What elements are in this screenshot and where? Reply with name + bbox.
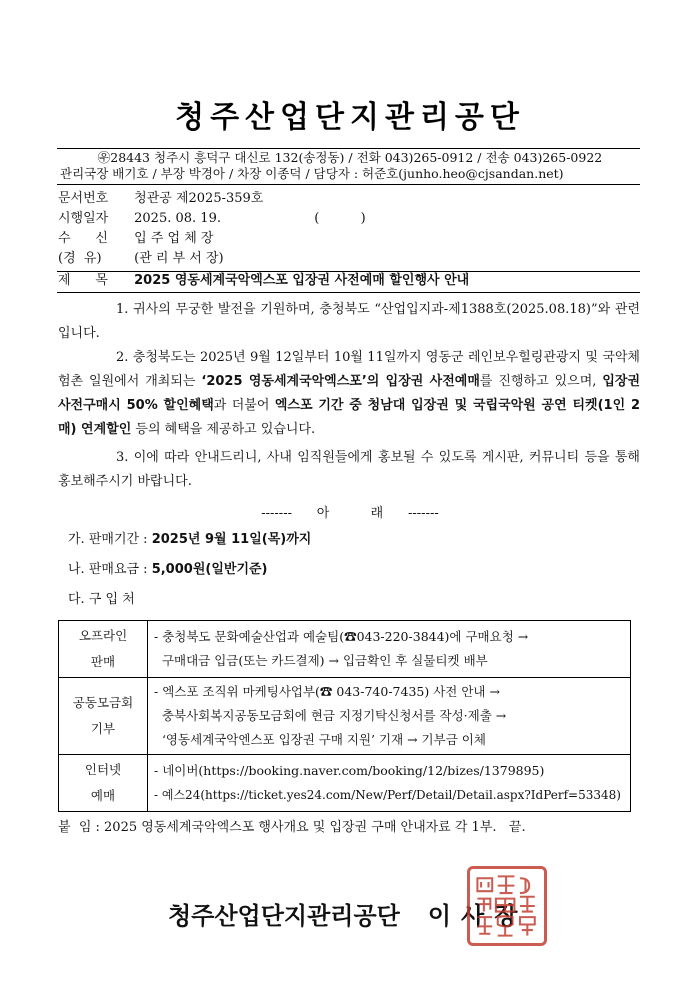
recipient-label: 수 신 [58, 231, 108, 246]
paragraph-2: 2. 충청북도는 2025년 9월 12일부터 10월 11일까지 영동군 레인보우힐링관광지 및 국악체험촌 일원에서 개최되는 ‘2025 영동세계국악엑스포’의 입장권 사전예매를 진행하고 있으며, 입장권 사전구매시 50% 할인혜택과 더불어 엑스포 기간 중 청남대 입장권 및 국립국악원 공연 티켓(1인 2매) 연계할인 등의 혜택을 제공하고 있습니다. [58, 350, 641, 437]
table-row [59, 621, 631, 678]
naver-link-text: - 네이버(https://booking.naver.com/booking/12/bizes/1379895) [154, 763, 545, 778]
signature-org: 청주산업단지관리공단 [168, 902, 400, 930]
recipient: 입 주 업 체 장 [134, 231, 214, 246]
doc-number: 청관공 제2025-359호 [134, 191, 264, 206]
issue-date: 2025. 08. 19. [134, 211, 221, 226]
doc-number-label: 문서번호 [58, 191, 109, 206]
subject-row [58, 272, 469, 290]
row-label: 오프라인 판매 [59, 621, 148, 678]
recipient-row [58, 230, 213, 248]
header-bottom-rule [57, 184, 640, 185]
seal-pattern [470, 869, 544, 943]
paragraph-3: 3. 이에 따라 안내드리니, 사내 임직원들에게 홍보될 수 있도록 게시판, 커뮤니티 등을 통해 홍보해주시기 바랍니다. [58, 450, 640, 489]
org-title: 청주산업단지관리공단 [175, 100, 525, 135]
attachment-note: 붙 임 : 2025 영동세계국악엑스포 행사개요 및 입장권 구매 안내자료 각 1부. 끝. [58, 820, 526, 835]
date-label: 시행일자 [58, 211, 109, 226]
row-content [148, 755, 631, 812]
header-top-rule [57, 148, 640, 149]
section-divider: ------- 아 래 ------- [261, 506, 439, 521]
subject-bottom-rule [57, 292, 640, 293]
signature-title: 이사장 [427, 902, 528, 930]
paragraph-1: 1. 귀사의 무궁한 발전을 기원하며, 충청북도 “산업입지과-제1388호(2025.08.18)”와 관련입니다. [58, 302, 640, 341]
sales-price: 나. 판매요금 : 5,000원(일반기준) [68, 562, 268, 577]
via-row [58, 250, 224, 268]
doc-number-row [58, 190, 263, 208]
sales-period: 가. 판매기간 : 2025년 9월 11일(목)까지 [68, 532, 312, 547]
address-line: ㉾28443 청주시 흥덕구 대신로 132(송정동) / 전화 043)265-0912 / 전송 043)265-0922 [97, 150, 603, 165]
subject: 2025 영동세계국악엑스포 입장권 사전예매 할인행사 안내 [134, 273, 470, 288]
table-row [59, 678, 631, 755]
official-seal-icon [467, 866, 547, 946]
row-content: - 엑스포 조직위 마케팅사업부(☎ 043-740-7435) 사전 안내 → 충북사회복지공동모금회에 현금 지정기탁신청서를 작성·제출 → ‘영동세계국악엔스포 입장권 구매 지원’ 기재 → 기부금 이체 [148, 678, 631, 755]
row-content: - 충청북도 문화예술산업과 예술팀(☎043-220-3844)에 구매요청 → 구매대금 입금(또는 카드결제) → 입금확인 후 실물티켓 배부 [148, 621, 631, 678]
via: (관 리 부 서 장) [134, 251, 224, 266]
row-label: 인터넷 예매 [59, 755, 148, 812]
yes24-link-text: - 예스24(https://ticket.yes24.com/New/Perf/Detail/Detail.aspx?IdPerf=53348) [154, 788, 621, 802]
date-row [58, 210, 366, 228]
subject-label: 제 목 [58, 273, 108, 288]
staff-line: 관리국장 배기호 / 부장 박경아 / 차장 이종덕 / 담당자 : 허준호(junho.heo@cjsandan.net) [60, 166, 564, 181]
purchase-places-label: 다. 구 입 처 [68, 592, 135, 607]
row-label: 공동모금회 기부 [59, 678, 148, 755]
table-row [59, 755, 631, 812]
purchase-table [58, 620, 631, 812]
date-paren: ( ) [314, 211, 366, 226]
via-label: (경 유) [58, 251, 102, 266]
